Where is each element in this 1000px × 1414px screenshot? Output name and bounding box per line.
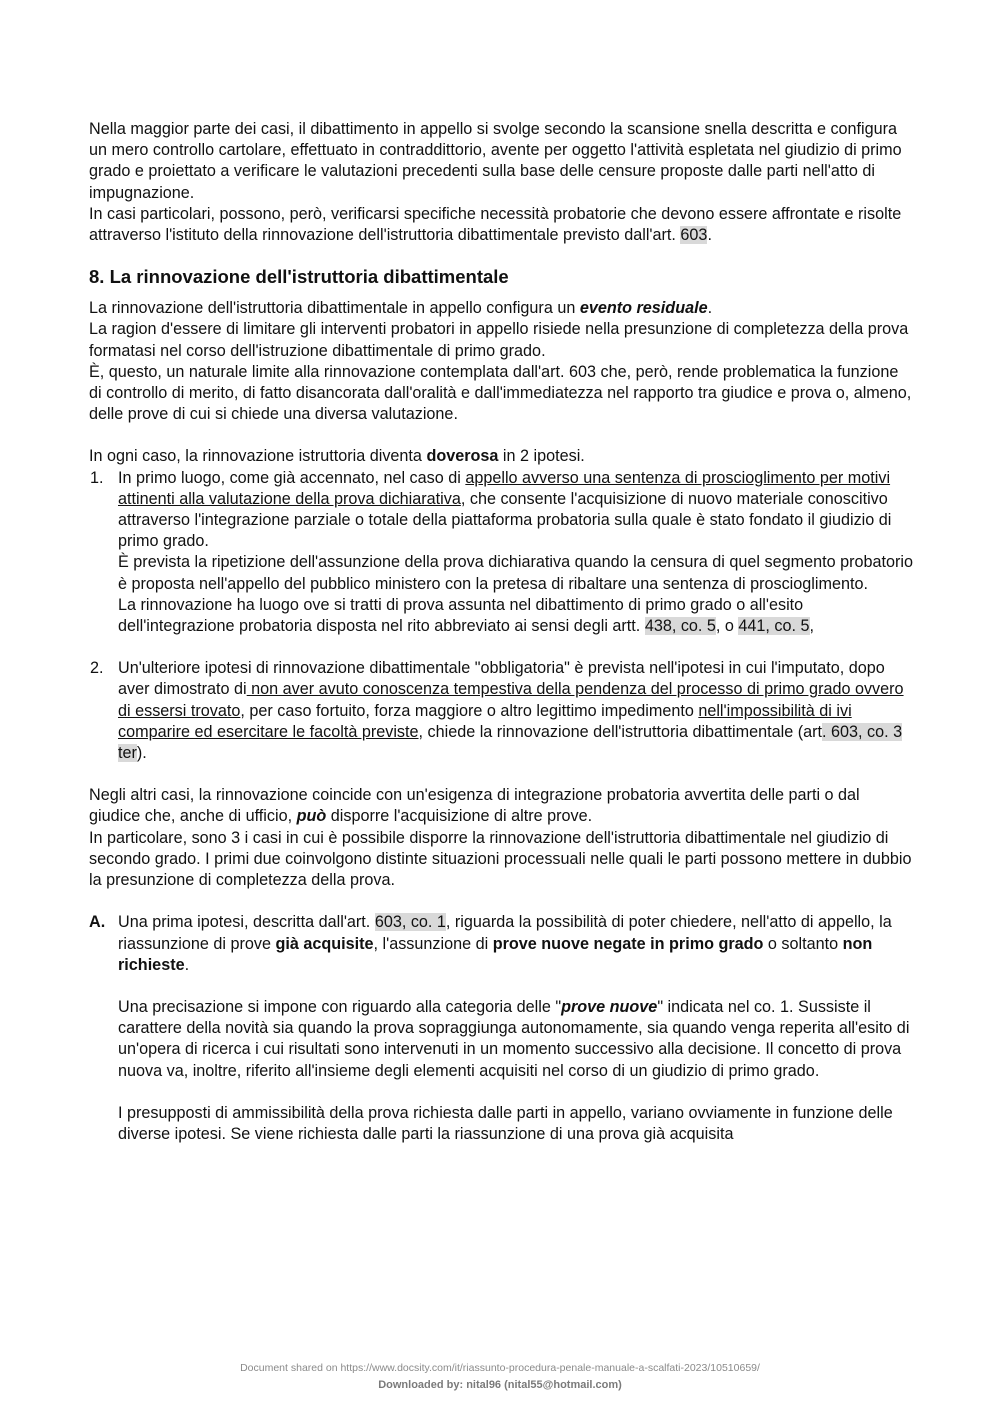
section-heading: 8. La rinnovazione dell'istruttoria dibattimentale (89, 266, 509, 288)
others-paragraph-1: Negli altri casi, la rinnovazione coincide con un'esigenza di integrazione probatoria avvertita delle parti o dal giudice che, anche di ufficio, può disporre l'acquisizione di altre prove. (89, 786, 860, 826)
section-paragraph-2: La ragion d'essere di limitare gli interventi probatori in appello risiede nella presunzione di completezza della prova formatasi nel corso dell'istruzione dibattimentale di primo grado. (89, 320, 909, 360)
footer-shared-line: Document shared on https://www.docsity.com/it/riassunto-procedura-penale-manuale-a-scalfati-2023/10510659/ (240, 1362, 760, 1374)
section-paragraph-1: La rinnovazione dell'istruttoria dibattimentale in appello configura un evento residuale. (89, 299, 713, 318)
section-paragraph-3: È, questo, un naturale limite alla rinnovazione contemplata dall'art. 603 che, però, rende problematica la funzione di controllo di merito, di fatto disancorata dall'oralità e dall'immediatezza nel rapporto tra giudice e prova o, almeno, delle prove di cui si chiede una diversa valutazione. (89, 362, 912, 424)
intro-paragraph-1: Nella maggior parte dei casi, il dibattimento in appello si svolge secondo la scansione snella descritta e configura un mero controllo cartolare, effettuato in contraddittorio, avente per oggetto l'attività espletata nel giudizio di primo grado e proiettato a verificare le valutazioni precedenti sulla base delle censure proposte dalle parti nell'atto di impugnazione. (89, 120, 902, 202)
list-item: 1. In primo luogo, come già accennato, nel caso di appello avverso una sentenza di proscioglimento per motivi attinenti alla valutazione della prova dichiarativa, che consente l'acquisizione di nuovo materiale conoscitivo attraverso l'integrazione parziale o totale della piattaforma probatoria sulla quale è stato fondato il giudizio di primo grado. È prevista la ripetizione dell'assunzione della prova dichiarativa quando la censura di quel segmento probatorio è proposta nell'appello del pubblico ministero con la pretesa di ribaltare una sentenza di proscioglimento. La rinnovazione ha luogo ove si tratti di prova assunta nel dibattimento di primo grado o all'esito dell'integrazione probatoria disposta nel rito abbreviato ai sensi degli artt. 438, co. 5, o 441, co. 5, (90, 468, 913, 636)
list-item: 2. Un'ulteriore ipotesi di rinnovazione dibattimentale "obbligatoria" è prevista nell'ipotesi in cui l'imputato, dopo aver dimostrato di non aver avuto conoscenza tempestiva della pendenza del processo di primo grado ovvero di essersi trovato, per caso fortuito, forza maggiore o altro legittimo impedimento nell'impossibilità di ivi comparire ed esercitare le facoltà previste, chiede la rinnovazione dell'istruttoria dibattimentale (art. 603, co. 3 ter). (90, 659, 904, 763)
intro-paragraph-2: In casi particolari, possono, però, verificarsi specifiche necessità probatorie che devono essere affrontate e risolte attraverso l'istituto della rinnovazione dell'istruttoria dibattimentale previsto dall'art. 603. (89, 204, 902, 245)
article-reference: . 603, co. 3 ter (118, 722, 903, 763)
document-body (89, 119, 915, 1145)
list-marker: A. (89, 913, 106, 932)
list-item: A. Una prima ipotesi, descritta dall'art. 603, co. 1, riguarda la possibilità di poter chiedere, nell'atto di appello, la riassunzione di prove già acquisite, l'assunzione di prove nuove negate in primo grado o soltanto non richieste. Una precisazione si impone con riguardo alla categoria delle "prove nuove" indicata nel co. 1. Sussiste il carattere della novità sia quando la prova sopraggiunga autonomamente, sia quando venga reperita all'esito di un'opera di ricerca i cui risultati sono intervenuti in un momento successivo alla decisione. Il concetto di prova nuova va, inoltre, riferito all'insieme degli elementi acquisiti nel corso di un giudizio di primo grado. I presupposti di ammissibilità della prova richiesta dalle parti in appello, variano ovviamente in funzione delle diverse ipotesi. Se viene richiesta dalle parti la riassunzione di una prova già acquisita (89, 912, 915, 1145)
article-reference: 603, co. 1 (374, 913, 446, 932)
prove-nuove-paragraph: Una precisazione si impone con riguardo alla categoria delle "prove nuove" indicata nel co. 1. Sussiste il carattere della novità sia quando la prova sopraggiunga autonomamente, sia quando venga reperita all'esito di un'opera di ricerca i cui risultati sono intervenuti in un momento successivo alla decisione. Il concetto di prova nuova va, inoltre, riferito all'insieme degli elementi acquisiti nel corso di un giudizio di primo grado. (118, 997, 910, 1080)
section-paragraph-4: In ogni caso, la rinnovazione istruttoria diventa doverosa in 2 ipotesi. (89, 447, 585, 466)
article-reference: 441, co. 5 (738, 617, 810, 636)
ammissibilita-paragraph: I presupposti di ammissibilità della prova richiesta dalle parti in appello, variano ovviamente in funzione delle diverse ipotesi. Se viene richiesta dalle parti la riassunzione di una prova già acquisita (118, 1103, 893, 1143)
list-marker: 2. (90, 659, 104, 678)
list-marker: 1. (90, 468, 104, 487)
footer-downloaded-line: Downloaded by: nital96 (nital55@hotmail.com) (378, 1379, 622, 1391)
others-paragraph-2: In particolare, sono 3 i casi in cui è possibile disporre la rinnovazione dell'istruttoria dibattimentale nel giudizio di secondo grado. I primi due coinvolgono distinte situazioni processuali nelle quali le parti possono mettere in dubbio la presunzione di completezza della prova. (89, 828, 912, 890)
article-reference: 603 (680, 226, 708, 245)
article-reference: 438, co. 5 (644, 617, 716, 636)
